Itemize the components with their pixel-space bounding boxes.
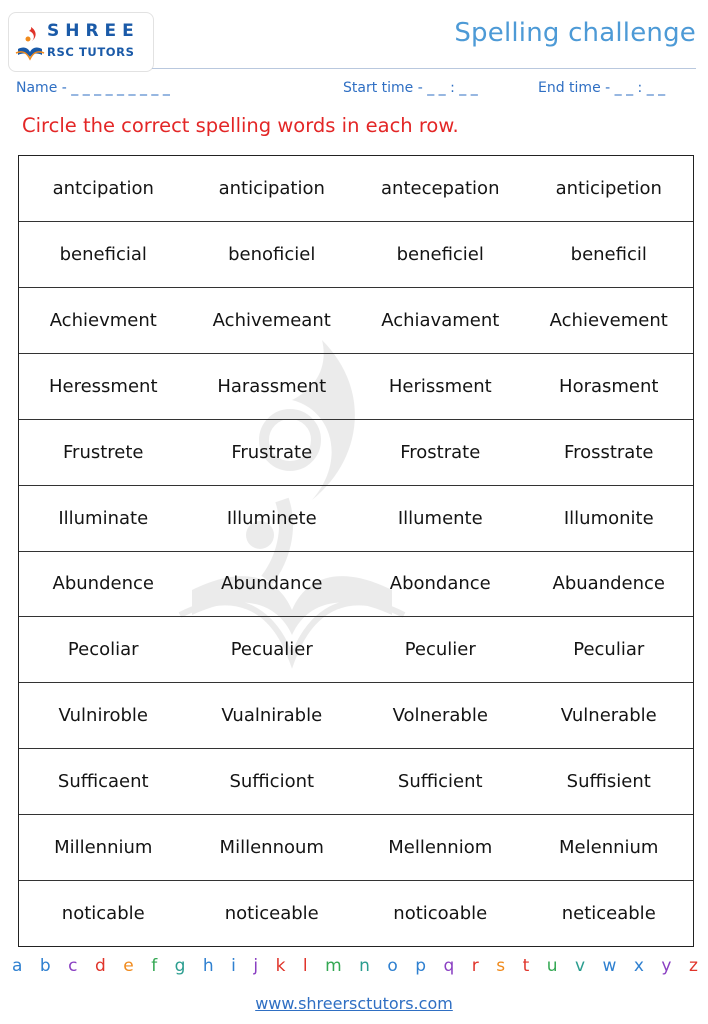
word-option[interactable]: neticeable	[561, 903, 656, 925]
logo-wordmark: SHREE	[47, 21, 140, 41]
word-option[interactable]: Pecualier	[230, 639, 313, 661]
alphabet-letter: k	[275, 956, 286, 976]
word-option[interactable]: Illuminate	[58, 507, 149, 529]
word-option[interactable]: Achievment	[49, 309, 157, 331]
alphabet-letter: w	[602, 956, 617, 976]
word-option[interactable]: Peculier	[404, 639, 476, 661]
alphabet-letter: e	[123, 956, 134, 976]
table-row	[19, 683, 693, 749]
table-row	[19, 222, 693, 288]
table-row	[19, 486, 693, 552]
alphabet-letter: b	[39, 956, 51, 976]
alphabet-letter: u	[546, 956, 558, 976]
table-row	[19, 815, 693, 881]
word-option[interactable]: Sufficaent	[57, 771, 149, 793]
alphabet-letter: m	[325, 956, 342, 976]
name-field[interactable]: Name - _ _ _ _ _ _ _ _ _	[16, 80, 170, 96]
page-title: Spelling challenge	[454, 18, 696, 48]
word-option[interactable]: noticeable	[224, 903, 319, 925]
word-option[interactable]: Frostrate	[400, 441, 481, 463]
word-option[interactable]: Vulnerable	[560, 705, 657, 727]
word-option[interactable]: Illumente	[397, 507, 483, 529]
word-option[interactable]: Sufficient	[397, 771, 483, 793]
alphabet-letter: z	[688, 956, 698, 976]
alphabet-letter: l	[302, 956, 308, 976]
word-option[interactable]: Millennium	[54, 837, 153, 859]
word-option[interactable]: Heressment	[48, 375, 158, 397]
word-option[interactable]: noticoable	[393, 903, 488, 925]
alphabet-letter: a	[12, 956, 23, 976]
alphabet-letter: c	[68, 956, 78, 976]
table-row	[19, 420, 693, 486]
word-option[interactable]: Vualnirable	[221, 705, 323, 727]
logo-subtitle: RSC TUTORS	[47, 45, 135, 59]
word-option[interactable]: Illuminete	[226, 507, 317, 529]
instruction-text: Circle the correct spelling words in each row.	[22, 114, 459, 137]
word-option[interactable]: Achiavament	[381, 309, 500, 331]
word-option[interactable]: beneficiel	[396, 243, 484, 265]
word-option[interactable]: Frustrete	[63, 441, 144, 463]
alphabet-letter: q	[443, 956, 455, 976]
alphabet-letter: h	[202, 956, 214, 976]
start-time-field[interactable]: Start time - _ _ : _ _	[343, 80, 478, 96]
alphabet-letter: v	[574, 956, 586, 976]
alphabet-letter: n	[359, 956, 370, 976]
word-option[interactable]: Mellenniom	[388, 837, 493, 859]
table-row	[19, 288, 693, 354]
word-option[interactable]: beneficil	[570, 243, 647, 265]
word-option[interactable]: Harassment	[217, 375, 327, 397]
word-option[interactable]: Millennoum	[219, 837, 324, 859]
word-option[interactable]: antcipation	[52, 177, 154, 199]
logo-book-icon	[15, 25, 45, 61]
table-row	[19, 354, 693, 420]
word-option[interactable]: anticipetion	[555, 177, 662, 199]
word-option[interactable]: benoficiel	[228, 243, 316, 265]
word-option[interactable]: Frustrate	[231, 441, 313, 463]
word-option[interactable]: Melennium	[559, 837, 659, 859]
word-option[interactable]: Vulniroble	[58, 705, 148, 727]
alphabet-letter: x	[633, 956, 644, 976]
word-option[interactable]: Frosstrate	[564, 441, 654, 463]
alphabet-letter: o	[387, 956, 398, 976]
alphabet-letter: p	[415, 956, 427, 976]
table-row	[19, 881, 693, 946]
word-option[interactable]: Pecoliar	[67, 639, 139, 661]
word-option[interactable]: Herissment	[388, 375, 492, 397]
word-option[interactable]: Illumonite	[563, 507, 654, 529]
logo	[8, 12, 154, 72]
alphabet-letter: j	[253, 956, 259, 976]
word-option[interactable]: Achievement	[549, 309, 668, 331]
word-option[interactable]: Volnerable	[392, 705, 488, 727]
alphabet-letter: r	[471, 956, 479, 976]
table-row	[19, 156, 693, 222]
word-option[interactable]: beneficial	[59, 243, 147, 265]
end-time-field[interactable]: End time - _ _ : _ _	[538, 80, 666, 96]
header-divider	[152, 68, 696, 69]
word-option[interactable]: Suffisient	[566, 771, 651, 793]
alphabet-letter: y	[661, 956, 672, 976]
alphabet-letter: t	[522, 956, 530, 976]
word-option[interactable]: Abondance	[389, 573, 491, 595]
alphabet-letter: s	[496, 956, 506, 976]
word-option[interactable]: Horasment	[559, 375, 659, 397]
word-option[interactable]: anticipation	[218, 177, 325, 199]
footer-link[interactable]: www.shreersctutors.com	[255, 994, 453, 1013]
table-row	[19, 617, 693, 683]
word-option[interactable]: noticable	[61, 903, 145, 925]
alphabet-letter: g	[174, 956, 186, 976]
word-option[interactable]: Abuandence	[552, 573, 665, 595]
alphabet-letter: d	[94, 956, 106, 976]
alphabet-letter: i	[231, 956, 236, 976]
word-option[interactable]: Peculiar	[573, 639, 645, 661]
word-option[interactable]: Achivemeant	[212, 309, 331, 331]
word-option[interactable]: Sufficiont	[229, 771, 315, 793]
word-option[interactable]: Abundence	[52, 573, 154, 595]
table-row	[19, 749, 693, 815]
spelling-table	[18, 155, 694, 947]
table-row	[19, 552, 693, 618]
word-option[interactable]: antecepation	[381, 177, 500, 199]
alphabet-letter: f	[151, 956, 158, 976]
word-option[interactable]: Abundance	[221, 573, 323, 595]
alphabet-strip	[12, 956, 698, 982]
